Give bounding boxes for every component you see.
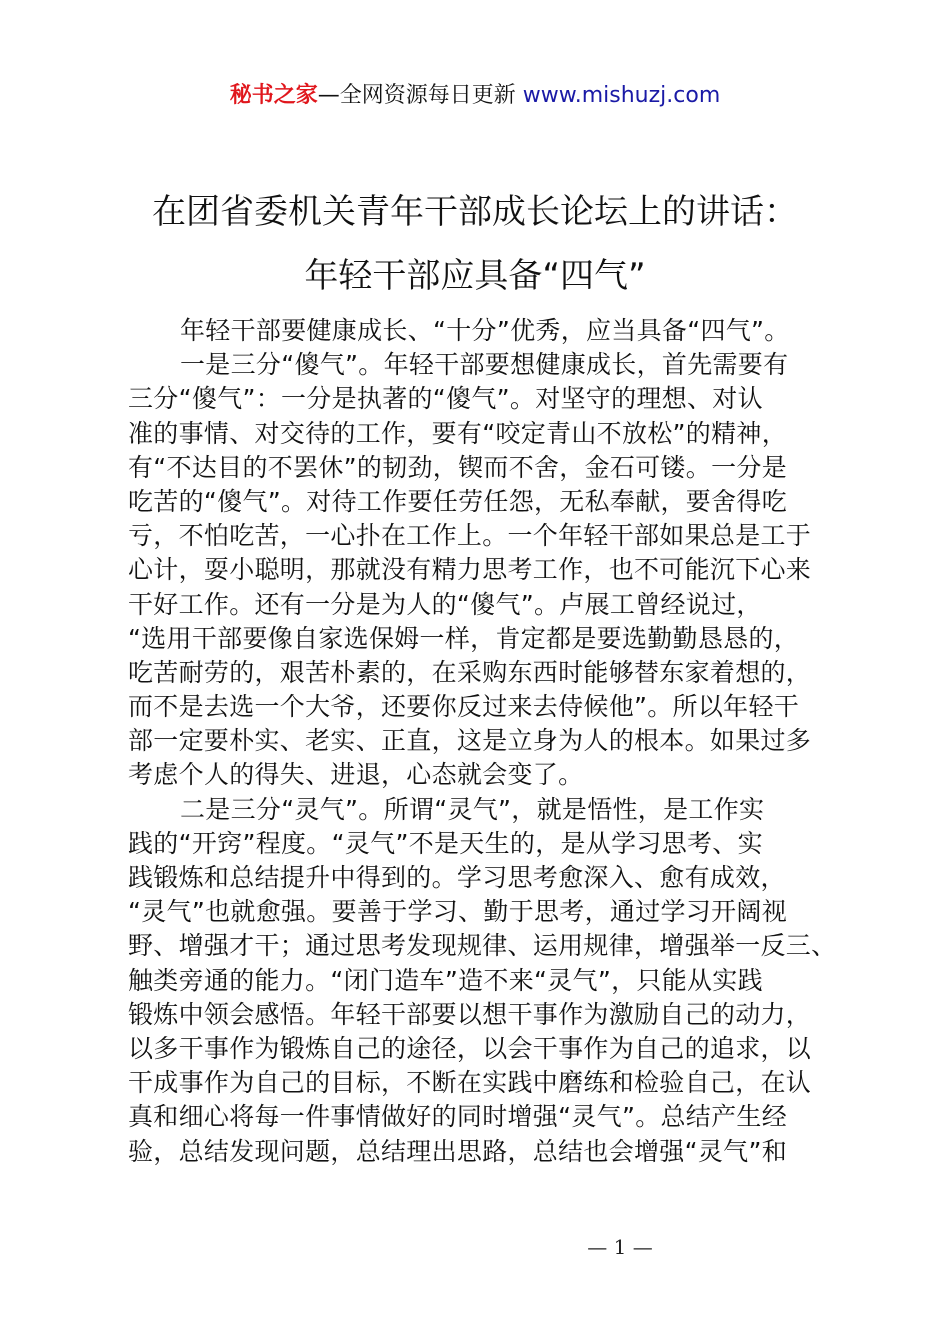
body-text-line: 干成事作为自己的目标，不断在实践中磨练和检验自己，在认 (128, 1068, 812, 1098)
body-text-line: 年轻干部要健康成长、“十分”优秀，应当具备“四气”。 (180, 316, 790, 345)
body-text-line: 锻炼中领会感悟。年轻干部要以想干事作为激励自己的动力， (128, 999, 812, 1029)
body-text-line: 一是三分“傻气”。年轻干部要想健康成长，首先需要有 (180, 350, 789, 380)
body-text-line: 以多干事作为锻炼自己的途径，以会干事作为自己的追求，以 (128, 1033, 812, 1063)
page-number: — 1 — (587, 1235, 653, 1259)
body-text-line: 考虑个人的得失、进退，心态就会变了。 (128, 760, 584, 790)
body-text-line: 有“不达目的不罢休”的韧劲，锲而不舍，金石可镂。一分是 (128, 452, 788, 482)
body-text-line: 三分“傻气”：一分是执著的“傻气”。对坚守的理想、对认 (128, 384, 763, 414)
header-url-link[interactable]: www.mishuzj.com (522, 83, 721, 108)
body-text-line: 二是三分“灵气”。所谓“灵气”，就是悟性，是工作实 (180, 794, 765, 824)
document-title-line-2: 年轻干部应具备“四气” (304, 256, 646, 296)
body-text-line: “灵气”也就愈强。要善于学习、勤于思考，通过学习开阔视 (128, 897, 788, 927)
body-text-line: “选用干部要像自家选保姆一样，肯定都是要选勤勤恳恳的， (128, 623, 800, 653)
body-text-line: 吃苦的“傻气”。对待工作要任劳任怨，无私奉献，要舍得吃 (128, 486, 788, 516)
body-text-line: 心计，耍小聪明，那就没有精力思考工作，也不可能沉下心来 (128, 555, 812, 585)
body-text-line: 野、增强才干；通过思考发现规律、运用规律，增强举一反三、 (128, 931, 837, 961)
body-text-line: 亏，不怕吃苦，一心扑在工作上。一个年轻干部如果总是工于 (128, 521, 812, 551)
site-header (0, 80, 950, 112)
body-text-line: 准的事情、对交待的工作，要有“咬定青山不放松”的精神， (128, 418, 788, 448)
body-text-line: 干好工作。还有一分是为人的“傻气”。卢展工曾经说过， (128, 589, 762, 619)
body-text-line: 践的“开窍”程度。“灵气”不是天生的，是从学习思考、实 (128, 828, 763, 858)
body-text-line: 真和细心将每一件事情做好的同时增强“灵气”。总结产生经 (128, 1102, 788, 1132)
body-text-line: 吃苦耐劳的，艰苦朴素的，在采购东西时能够替东家着想的， (128, 657, 812, 687)
body-text-line: 践锻炼和总结提升中得到的。学习思考愈深入、愈有成效， (128, 863, 786, 892)
body-text-line: 触类旁通的能力。“闭门造车”造不来“灵气”，只能从实践 (128, 965, 763, 995)
body-text-line: 而不是去选一个大爷，还要你反过来去侍候他”。所以年轻干 (128, 692, 800, 722)
body-text-line: 部一定要朴实、老实、正直，这是立身为人的根本。如果过多 (128, 726, 812, 756)
document-body (128, 314, 848, 1169)
header-tagline: —全网资源每日更新 (317, 83, 523, 108)
body-text-line: 验，总结发现问题，总结理出思路，总结也会增强“灵气”和 (128, 1136, 788, 1166)
document-title-line-1: 在团省委机关青年干部成长论坛上的讲话： (152, 192, 798, 232)
brand-name: 秘书之家 (229, 83, 318, 108)
